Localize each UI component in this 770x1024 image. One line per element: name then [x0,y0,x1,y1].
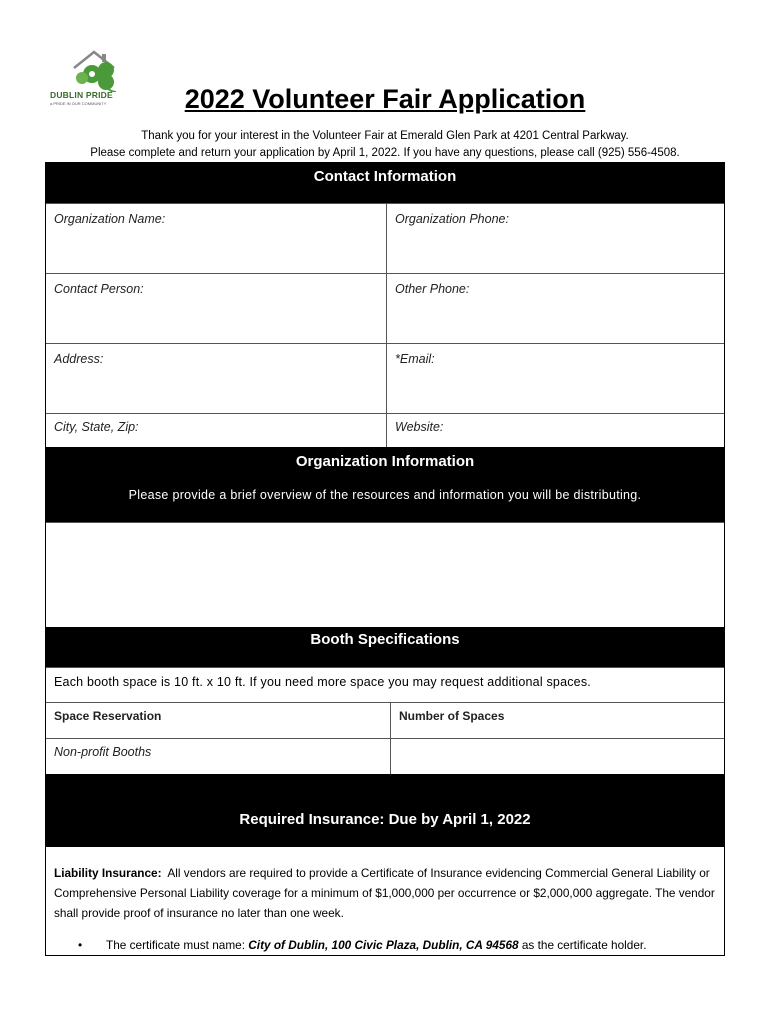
logo-tagline: a PRIDE IN OUR COMMUNITY [50,101,107,106]
address-field[interactable]: Address: [46,344,387,413]
other-phone-field[interactable]: Other Phone: [395,282,470,296]
number-of-spaces-header: Number of Spaces [399,709,505,723]
bullet-suffix: as the certificate holder. [521,938,647,952]
website-field[interactable]: Website: [395,420,444,434]
certificate-holder-bullet [54,935,716,955]
intro-line-2: Please complete and return your application by April 1, 2022. If you have any questions, please call (925) 556-4508. [90,147,680,159]
contact-person-field[interactable]: Contact Person: [46,274,387,343]
booth-header-row [46,702,724,738]
space-reservation-header: Space Reservation [46,703,391,738]
booth-row [46,738,724,774]
page-title: 2022 Volunteer Fair Application [184,84,586,114]
booth-note: Each booth space is 10 ft. x 10 ft. If you need more space you may request additional spaces. [46,667,724,702]
org-phone-field[interactable]: Organization Phone: [395,212,509,226]
application-form [45,162,725,956]
organization-instructions: Please provide a brief overview of the resources and information you will be distributing. [128,488,642,502]
organization-heading-band [46,447,724,522]
intro-line-1: Thank you for your interest in the Volunteer Fair at Emerald Glen Park at 4201 Central Parkway. [141,130,629,142]
non-profit-booths-label: Non-profit Booths [46,739,391,774]
number-of-spaces-field[interactable] [391,739,724,774]
form-row [46,273,724,343]
contact-heading: Contact Information [46,163,724,203]
bullet-prefix: The certificate must name: [106,938,245,952]
booth-heading: Booth Specifications [46,627,724,667]
certificate-holder-name: City of Dublin, 100 Civic Plaza, Dublin, CA 94568 [248,938,519,952]
logo-name: DUBLIN PRIDE [50,90,113,100]
org-name-field[interactable]: Organization Name: [46,204,387,273]
organization-overview-field[interactable] [46,522,724,627]
city-state-zip-field[interactable]: City, State, Zip: [46,414,387,447]
bullet-icon: • [78,938,83,952]
liability-insurance-label: Liability Insurance: [54,866,162,880]
form-row [46,343,724,413]
insurance-heading: Required Insurance: Due by April 1, 2022 [46,774,724,847]
form-row [46,413,724,447]
email-field[interactable]: *Email: [395,352,435,366]
insurance-paragraph [54,863,716,923]
insurance-section [46,847,724,955]
form-row [46,203,724,273]
liability-insurance-text: All vendors are required to provide a Certificate of Insurance evidencing Commercial General Liability or Comprehensive Personal Liability coverage for a minimum of $1,000,000 per occurrence or $2,000,000 aggregate. The vendor shall provide proof of insurance no later than one week. [54,866,715,920]
organization-heading: Organization Information [295,453,475,470]
